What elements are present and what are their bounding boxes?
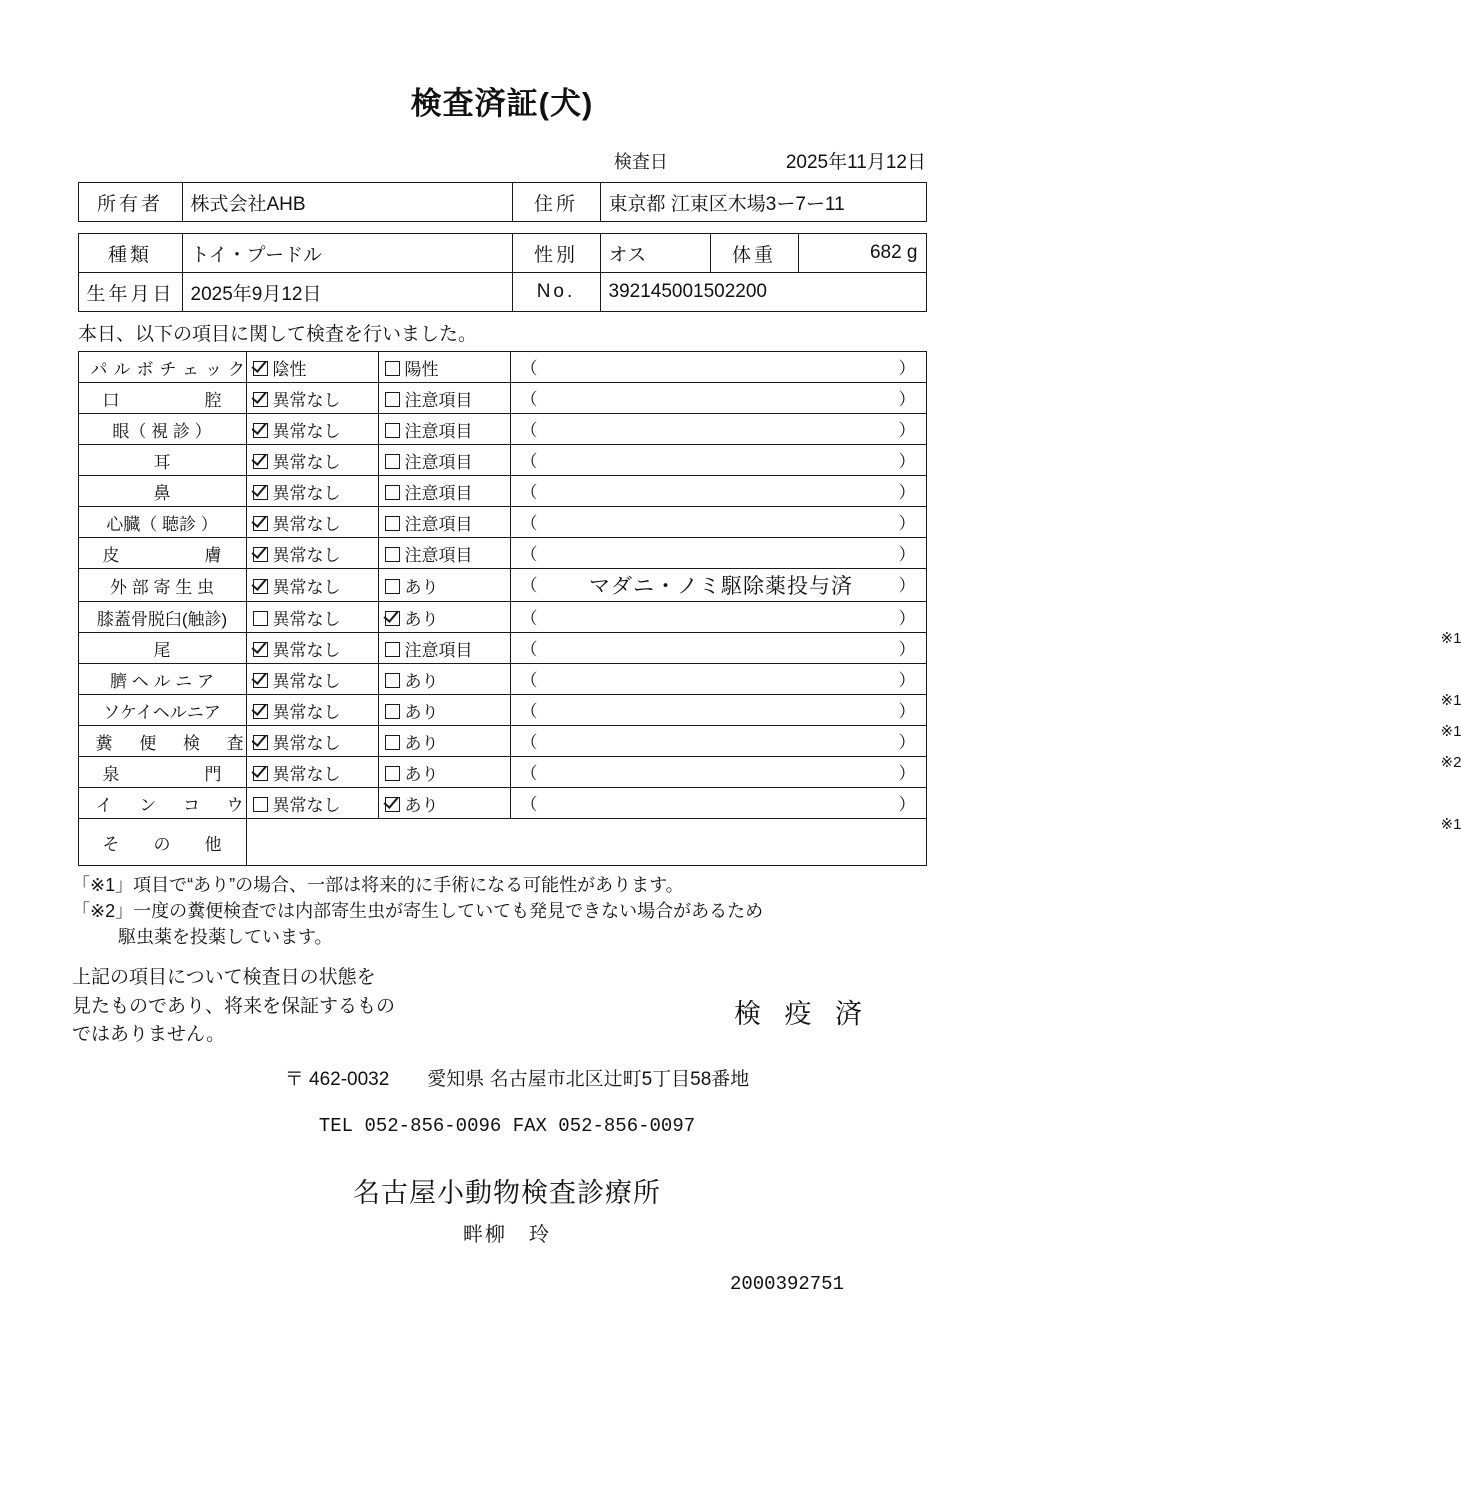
paren-close: ） (899, 604, 916, 629)
item-option-1-label: 異常なし (273, 672, 341, 691)
item-label: 耳 (78, 445, 246, 476)
no-value: 392145001502200 (600, 273, 926, 312)
item-option-2[interactable] (378, 788, 510, 819)
checkbox-icon[interactable] (253, 797, 268, 812)
quarantine-stamp: 検 疫 済 (734, 992, 870, 1031)
table-row (78, 695, 926, 726)
item-option-1[interactable] (246, 445, 378, 476)
page-title: 検査済証(犬) (0, 78, 1004, 123)
paren-open: （ (521, 604, 538, 629)
paren-close: ） (899, 416, 916, 441)
item-option-2-label: 注意項目 (405, 453, 473, 472)
item-option-2[interactable] (378, 726, 510, 757)
item-remark-cell[interactable] (510, 383, 926, 414)
item-remark-text (517, 791, 920, 815)
table-row (78, 664, 926, 695)
checkbox-icon[interactable] (385, 735, 400, 750)
checkbox-icon[interactable] (385, 673, 400, 688)
paren-open: （ (521, 728, 538, 753)
item-option-1-label: 異常なし (273, 765, 341, 784)
table-row (78, 602, 926, 633)
table-row (78, 538, 926, 569)
item-remark-cell[interactable] (510, 633, 926, 664)
paren-open: （ (521, 478, 538, 503)
checkbox-icon[interactable] (253, 704, 268, 719)
footer-area (72, 964, 932, 1295)
paren-close: ） (899, 509, 916, 534)
item-option-2[interactable] (378, 352, 510, 383)
clinic-name: 名古屋小動物検査診療所 (72, 1171, 932, 1210)
item-remark-cell[interactable] (510, 788, 926, 819)
footnote-2-line1: 「※2」一度の糞便検査では内部寄生虫が寄生していても発見できない場合があるため (72, 898, 932, 924)
breed-value: トイ・プードル (182, 234, 512, 273)
disclaimer-line-1: 上記の項目について検査日の状態を (72, 964, 932, 993)
item-remark-text (517, 636, 920, 660)
paren-open: （ (521, 416, 538, 441)
paren-close: ） (899, 728, 916, 753)
exam-date-value: 2025年11月12日 (786, 147, 926, 174)
checkbox-icon[interactable] (253, 579, 268, 594)
item-footnote-mark: ※2 (1441, 753, 1461, 771)
item-label: 泉 門 (78, 757, 246, 788)
table-row (78, 445, 926, 476)
item-option-2-label: 注意項目 (405, 391, 473, 410)
item-label: 鼻 (78, 476, 246, 507)
paren-open: （ (521, 790, 538, 815)
owner-table (78, 182, 927, 222)
table-row (78, 414, 926, 445)
item-option-1[interactable] (246, 352, 378, 383)
item-remark-text (517, 448, 920, 472)
item-option-2-label: 陽性 (405, 360, 439, 379)
item-remark-text (517, 729, 920, 753)
item-option-2[interactable] (378, 538, 510, 569)
checkbox-icon[interactable] (385, 423, 400, 438)
item-option-2-label: あり (405, 672, 439, 691)
item-option-2-label: あり (405, 734, 439, 753)
table-row (78, 788, 926, 819)
item-option-2[interactable] (378, 695, 510, 726)
certificate-page (0, 78, 1004, 1507)
item-option-1-label: 異常なし (273, 546, 341, 565)
birth-value: 2025年9月12日 (182, 273, 512, 312)
checkbox-icon[interactable] (385, 642, 400, 657)
paren-close: ） (899, 447, 916, 472)
checkbox-icon[interactable] (253, 423, 268, 438)
item-remark-cell[interactable] (510, 507, 926, 538)
weight-unit: g (907, 242, 918, 263)
paren-close: ） (899, 540, 916, 565)
paren-close: ） (899, 571, 916, 596)
clinic-address: 〒 462-0032 愛知県 名古屋市北区辻町5丁目58番地 (72, 1064, 932, 1091)
item-option-1-label: 異常なし (273, 734, 341, 753)
item-label: パルボチェック (78, 352, 246, 383)
checkbox-icon[interactable] (253, 361, 268, 376)
item-remark-text: マダニ・ノミ駆除薬投与済 (517, 570, 920, 600)
item-remark-cell[interactable] (510, 445, 926, 476)
item-option-1-label: 異常なし (273, 484, 341, 503)
table-row (78, 507, 926, 538)
item-remark-cell[interactable] (510, 476, 926, 507)
table-row (78, 819, 926, 866)
item-remark-cell[interactable] (510, 569, 926, 602)
item-option-1[interactable] (246, 633, 378, 664)
item-option-2-label: 注意項目 (405, 422, 473, 441)
paren-close: ） (899, 666, 916, 691)
table-row (78, 352, 926, 383)
table-row (78, 383, 926, 414)
item-remark-text (517, 417, 920, 441)
item-label: 尾 (78, 633, 246, 664)
item-option-2-label: 注意項目 (405, 515, 473, 534)
checkbox-icon[interactable] (385, 704, 400, 719)
paren-close: ） (899, 478, 916, 503)
paren-open: （ (521, 385, 538, 410)
table-row (78, 757, 926, 788)
breed-row (78, 234, 926, 273)
serial-number: 2000392751 (72, 1273, 932, 1295)
item-label: 臍 ヘ ル ニ ア (78, 664, 246, 695)
item-option-2[interactable] (378, 507, 510, 538)
item-remark-cell[interactable] (510, 726, 926, 757)
footnote-2-line2: 駆虫薬を投薬しています。 (72, 924, 932, 950)
item-option-2-label: 注意項目 (405, 484, 473, 503)
checkbox-icon[interactable] (385, 797, 400, 812)
item-remark-text (517, 355, 920, 379)
item-label: イ ン コ ウ (78, 788, 246, 819)
paren-open: （ (521, 447, 538, 472)
item-option-2-label: あり (405, 610, 439, 629)
other-value[interactable] (246, 819, 926, 866)
paren-close: ） (899, 790, 916, 815)
item-option-1-label: 異常なし (273, 578, 341, 597)
item-option-2[interactable] (378, 569, 510, 602)
paren-close: ） (899, 354, 916, 379)
item-option-1[interactable] (246, 569, 378, 602)
checkbox-icon[interactable] (253, 547, 268, 562)
paren-close: ） (899, 385, 916, 410)
item-remark-text (517, 479, 920, 503)
paren-open: （ (521, 571, 538, 596)
item-footnote-mark: ※1 (1441, 629, 1461, 647)
checkbox-icon[interactable] (253, 642, 268, 657)
owner-label: 所有者 (78, 183, 182, 222)
checkbox-icon[interactable] (385, 547, 400, 562)
owner-value: 株式会社AHB (182, 183, 512, 222)
item-option-2-label: 注意項目 (405, 641, 473, 660)
item-option-1-label: 異常なし (273, 703, 341, 722)
other-label: そ の 他 (78, 819, 246, 866)
address-label: 住所 (512, 183, 600, 222)
item-option-1[interactable] (246, 476, 378, 507)
checkbox-icon[interactable] (385, 454, 400, 469)
item-option-1-label: 異常なし (273, 610, 341, 629)
item-remark-cell[interactable] (510, 352, 926, 383)
item-option-2-label: あり (405, 703, 439, 722)
checkbox-icon[interactable] (253, 485, 268, 500)
item-label: 口 腔 (78, 383, 246, 414)
item-remark-text (517, 541, 920, 565)
owner-row (78, 183, 926, 222)
item-option-1-label: 異常なし (273, 391, 341, 410)
checkbox-icon[interactable] (253, 735, 268, 750)
checkbox-icon[interactable] (385, 485, 400, 500)
item-option-2-label: あり (405, 796, 439, 815)
item-option-1[interactable] (246, 507, 378, 538)
item-remark-text (517, 698, 920, 722)
item-option-2-label: あり (405, 578, 439, 597)
paren-close: ） (899, 635, 916, 660)
item-option-1[interactable] (246, 788, 378, 819)
item-option-1[interactable] (246, 757, 378, 788)
item-option-1-label: 異常なし (273, 796, 341, 815)
item-option-2-label: あり (405, 765, 439, 784)
item-option-1-label: 異常なし (273, 515, 341, 534)
breed-label: 種類 (78, 234, 182, 273)
paren-close: ） (899, 759, 916, 784)
item-option-2[interactable] (378, 633, 510, 664)
item-option-2-label: 注意項目 (405, 546, 473, 565)
item-option-1[interactable] (246, 664, 378, 695)
item-option-1-label: 陰性 (273, 360, 307, 379)
item-label: 外 部 寄 生 虫 (78, 569, 246, 602)
item-option-1-label: 異常なし (273, 453, 341, 472)
item-option-1[interactable] (246, 414, 378, 445)
weight-value: 682 (870, 242, 902, 263)
item-option-2[interactable] (378, 664, 510, 695)
exam-date-label: 検査日 (614, 148, 668, 174)
item-option-1[interactable] (246, 538, 378, 569)
sex-value: オス (600, 234, 710, 273)
item-remark-text (517, 760, 920, 784)
item-option-1[interactable] (246, 602, 378, 633)
checkbox-icon[interactable] (253, 673, 268, 688)
item-remark-text (517, 605, 920, 629)
no-label: No. (512, 273, 600, 312)
paren-open: （ (521, 759, 538, 784)
clinic-contact: TEL 052-856-0096 FAX 052-856-0097 (72, 1115, 932, 1137)
checkbox-icon[interactable] (253, 454, 268, 469)
address-value: 東京都 江東区木場3ー7ー11 (600, 183, 926, 222)
checkbox-icon[interactable] (253, 766, 268, 781)
item-label: ソケイヘルニア (78, 695, 246, 726)
paren-open: （ (521, 354, 538, 379)
checkbox-icon[interactable] (253, 392, 268, 407)
footnotes (72, 872, 932, 950)
item-remark-cell[interactable] (510, 414, 926, 445)
item-option-2[interactable] (378, 414, 510, 445)
item-remark-text (517, 510, 920, 534)
checkbox-icon[interactable] (385, 392, 400, 407)
item-remark-text (517, 386, 920, 410)
disclaimer-line-2: 見たものであり、将来を保証するもの (72, 993, 932, 1022)
item-option-1-label: 異常なし (273, 422, 341, 441)
paren-open: （ (521, 697, 538, 722)
weight-value-cell (798, 234, 926, 273)
item-remark-text (517, 667, 920, 691)
item-option-1[interactable] (246, 695, 378, 726)
item-remark-cell[interactable] (510, 757, 926, 788)
checkbox-icon[interactable] (385, 361, 400, 376)
table-row (78, 633, 926, 664)
checkbox-icon[interactable] (253, 611, 268, 626)
sex-label: 性別 (512, 234, 600, 273)
checkbox-icon[interactable] (385, 516, 400, 531)
disclaimer-line-3: ではありません。 (72, 1021, 932, 1050)
item-remark-cell[interactable] (510, 695, 926, 726)
exam-date-row (0, 147, 1004, 174)
item-label: 心臓（ 聴診 ） (78, 507, 246, 538)
item-option-1-label: 異常なし (273, 641, 341, 660)
item-footnote-mark: ※1 (1441, 691, 1461, 709)
birth-label: 生年月日 (78, 273, 182, 312)
item-option-2[interactable] (378, 383, 510, 414)
item-label: 糞 便 検 査 (78, 726, 246, 757)
checkbox-icon[interactable] (385, 766, 400, 781)
item-label: 皮 膚 (78, 538, 246, 569)
item-option-2[interactable] (378, 602, 510, 633)
animal-table (78, 233, 927, 312)
item-remark-cell[interactable] (510, 602, 926, 633)
table-row (78, 476, 926, 507)
footnote-1: 「※1」項目で“あり”の場合、一部は将来的に手術になる可能性があります。 (72, 872, 932, 898)
item-remark-cell[interactable] (510, 664, 926, 695)
intro-text: 本日、以下の項目に関して検査を行いました。 (78, 319, 926, 346)
item-footnote-mark: ※1 (1441, 722, 1461, 740)
item-option-2[interactable] (378, 476, 510, 507)
item-option-2[interactable] (378, 757, 510, 788)
birth-row (78, 273, 926, 312)
weight-label: 体重 (710, 234, 798, 273)
item-option-2[interactable] (378, 445, 510, 476)
item-label: 眼（ 視 診 ） (78, 414, 246, 445)
paren-open: （ (521, 635, 538, 660)
item-remark-cell[interactable] (510, 538, 926, 569)
item-option-1[interactable] (246, 383, 378, 414)
doctor-name: 畔柳 玲 (72, 1218, 932, 1247)
checkbox-icon[interactable] (253, 516, 268, 531)
item-option-1[interactable] (246, 726, 378, 757)
checkbox-icon[interactable] (385, 579, 400, 594)
inspection-items-table (78, 351, 927, 866)
checkbox-icon[interactable] (385, 611, 400, 626)
table-row (78, 569, 926, 602)
item-label: 膝蓋骨脱臼(触診) (78, 602, 246, 633)
paren-close: ） (899, 697, 916, 722)
paren-open: （ (521, 540, 538, 565)
paren-open: （ (521, 666, 538, 691)
paren-open: （ (521, 509, 538, 534)
table-row (78, 726, 926, 757)
item-footnote-mark: ※1 (1441, 815, 1461, 833)
